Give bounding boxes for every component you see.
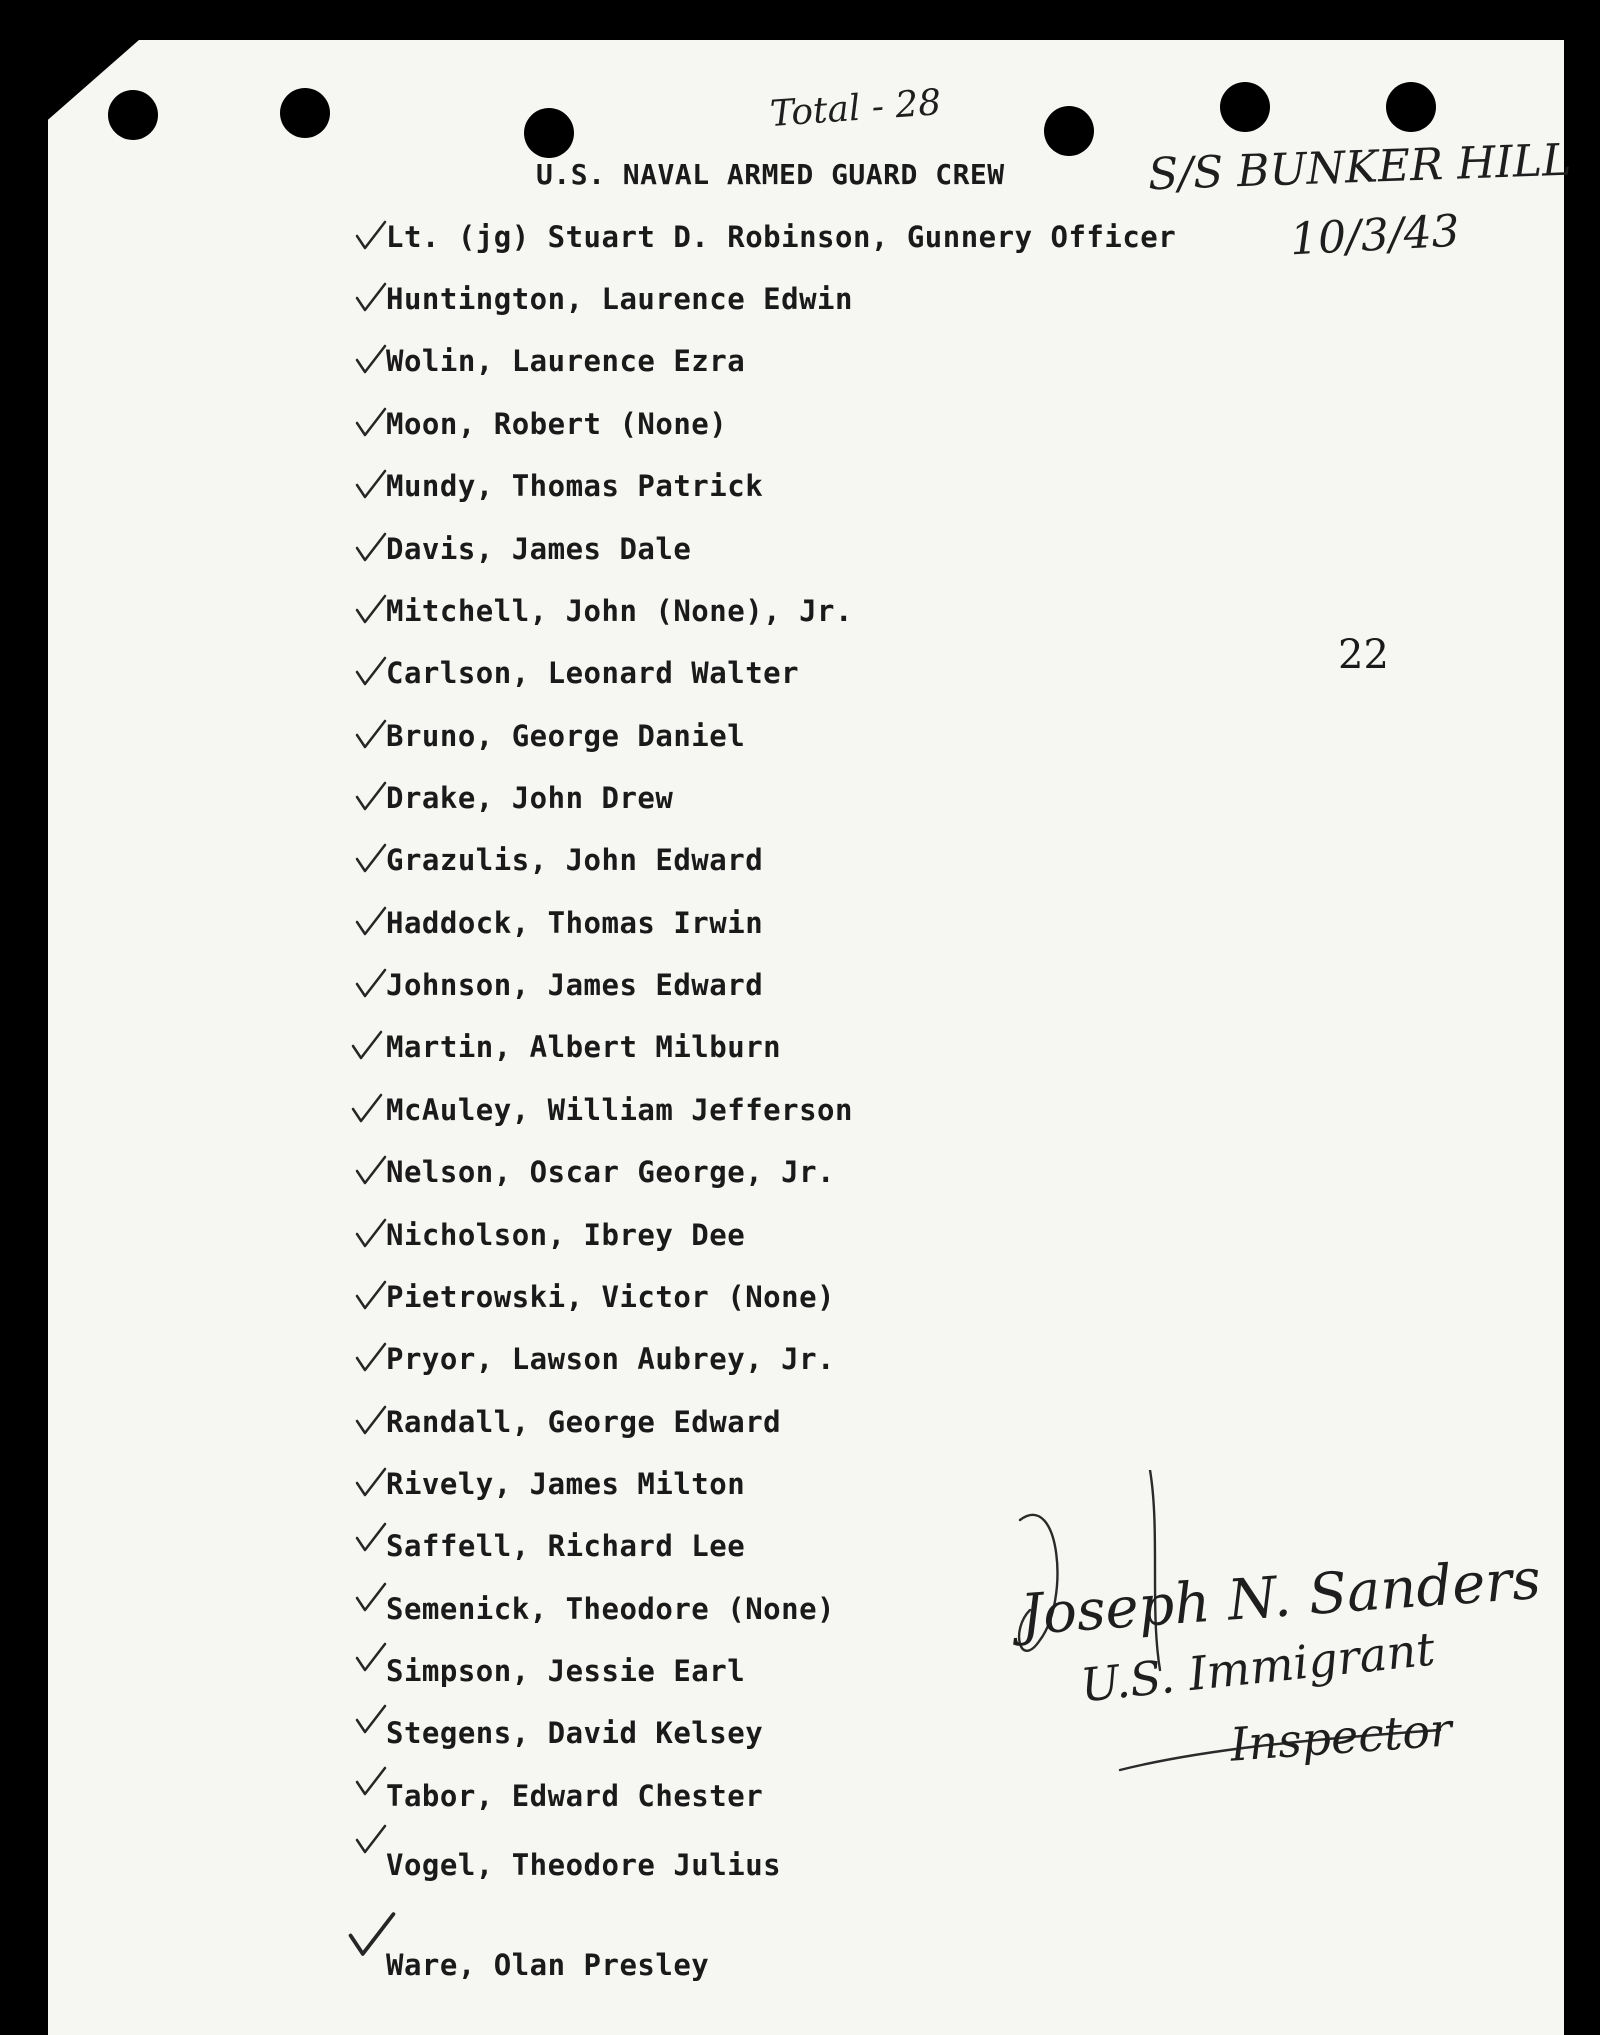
list-item: Vogel, Theodore Julius	[386, 1848, 782, 1882]
total-annotation: Total - 28	[768, 82, 943, 135]
check-mark-icon	[354, 1640, 388, 1674]
punch-hole	[1220, 82, 1270, 132]
list-item: Semenick, Theodore (None)	[386, 1592, 835, 1626]
list-item: Martin, Albert Milburn	[386, 1030, 782, 1064]
list-item: Johnson, James Edward	[386, 968, 764, 1002]
check-mark-icon	[346, 1908, 398, 1960]
check-mark-icon	[354, 592, 388, 626]
list-item: Carlson, Leonard Walter	[386, 656, 800, 690]
check-mark-icon	[354, 1520, 388, 1554]
signature-title-line1: U.S. Immigrant	[1078, 1621, 1438, 1713]
list-item: Randall, George Edward	[386, 1405, 782, 1439]
check-mark-icon	[354, 342, 388, 376]
list-item: Rively, James Milton	[386, 1467, 746, 1501]
list-item: McAuley, William Jefferson	[386, 1093, 853, 1127]
check-mark-icon	[354, 717, 388, 751]
check-mark-icon	[354, 966, 388, 1000]
list-item: Moon, Robert (None)	[386, 407, 728, 441]
check-mark-icon	[354, 405, 388, 439]
check-mark-icon	[354, 280, 388, 314]
check-mark-icon	[354, 1764, 388, 1798]
check-mark-icon	[354, 1153, 388, 1187]
list-item: Saffell, Richard Lee	[386, 1529, 746, 1563]
list-item: Haddock, Thomas Irwin	[386, 906, 764, 940]
page-number: 22	[1338, 632, 1389, 678]
check-mark-icon	[354, 654, 388, 688]
check-mark-icon	[354, 1702, 388, 1736]
punch-hole	[524, 108, 574, 158]
punch-hole	[1044, 106, 1094, 156]
check-mark-icon	[354, 1822, 388, 1856]
punch-hole	[1386, 82, 1436, 132]
list-item: Grazulis, John Edward	[386, 843, 764, 877]
check-mark-icon	[354, 1216, 388, 1250]
list-item: Simpson, Jessie Earl	[386, 1654, 746, 1688]
list-item: Bruno, George Daniel	[386, 719, 746, 753]
check-mark-icon	[354, 467, 388, 501]
punch-hole	[280, 88, 330, 138]
officer-entry: Lt. (jg) Stuart D. Robinson, Gunnery Officer	[386, 220, 1177, 254]
date-annotation: 10/3/43	[1288, 205, 1461, 266]
list-item: Huntington, Laurence Edwin	[386, 282, 853, 316]
check-mark-icon	[354, 1340, 388, 1374]
check-mark-icon	[354, 1580, 388, 1614]
check-mark-icon	[354, 1278, 388, 1312]
list-item: Nicholson, Ibrey Dee	[386, 1218, 746, 1252]
punch-hole	[108, 90, 158, 140]
page-title: U.S. NAVAL ARMED GUARD CREW	[536, 158, 1005, 191]
check-mark-icon	[354, 841, 388, 875]
list-item: Davis, James Dale	[386, 532, 692, 566]
list-item: Stegens, David Kelsey	[386, 1716, 764, 1750]
check-mark-icon	[354, 904, 388, 938]
list-item: Ware, Olan Presley	[386, 1948, 710, 1982]
signature-title-line2: Inspector	[1228, 1702, 1454, 1772]
check-mark-icon	[354, 1403, 388, 1437]
check-mark-icon	[350, 1091, 384, 1125]
list-item: Wolin, Laurence Ezra	[386, 344, 746, 378]
signature-name: Joseph N. Sanders	[1018, 1546, 1543, 1649]
check-mark-icon	[354, 530, 388, 564]
list-item: Tabor, Edward Chester	[386, 1779, 764, 1813]
list-item: Pryor, Lawson Aubrey, Jr.	[386, 1342, 835, 1376]
list-item: Nelson, Oscar George, Jr.	[386, 1155, 835, 1189]
check-mark-icon	[354, 779, 388, 813]
list-item: Mundy, Thomas Patrick	[386, 469, 764, 503]
check-mark-icon	[354, 218, 388, 252]
check-mark-icon	[354, 1465, 388, 1499]
list-item: Drake, John Drew	[386, 781, 674, 815]
list-item: Pietrowski, Victor (None)	[386, 1280, 835, 1314]
list-item: Mitchell, John (None), Jr.	[386, 594, 853, 628]
vessel-annotation: S/S BUNKER HILL	[1147, 134, 1573, 201]
check-mark-icon	[350, 1028, 384, 1062]
